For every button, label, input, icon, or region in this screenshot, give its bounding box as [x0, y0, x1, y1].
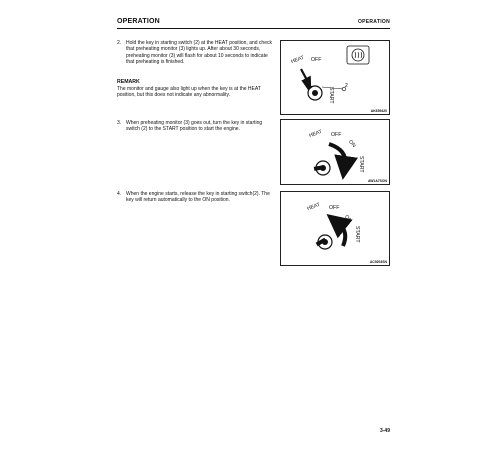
remark-title: REMARK	[117, 79, 140, 85]
figure-switch-return-on	[280, 191, 390, 266]
key-switch-drawing	[316, 224, 346, 249]
step-text: Hold the key in starting switch (2) at the HEAT position, and check that preheating monitor (3) lights up. After about 30 seconds, preheating monitor (3) will flash for about 10 seconds to indicate that preheating is finished.	[126, 40, 272, 66]
label-off: OFF	[331, 132, 342, 138]
page-number: 3-49	[379, 428, 390, 434]
figure-switch-start	[280, 119, 390, 185]
label-start: START	[354, 226, 360, 243]
label-off: OFF	[311, 57, 322, 63]
remark-text: The monitor and gauge also light up when the key is at the HEAT position, but this does not indicate any abnormality.	[117, 86, 261, 99]
switch-heat-illustration	[281, 41, 389, 114]
label-off: OFF	[329, 205, 340, 211]
key-switch-drawing	[314, 144, 345, 175]
label-heat: HEAT	[308, 128, 324, 140]
label-heat: HEAT	[306, 201, 322, 213]
step-2	[117, 40, 277, 66]
label-heat: HEAT	[290, 54, 306, 66]
section-title-left: OPERATION	[117, 18, 160, 25]
key-switch-drawing	[301, 69, 348, 100]
step-3	[117, 120, 277, 133]
figure-switch-heat	[280, 40, 390, 115]
step-4	[117, 191, 277, 204]
switch-start-illustration	[281, 120, 389, 184]
label-on: ON	[347, 139, 357, 149]
figure-code: AC9203SN	[369, 260, 387, 264]
figure-code: AW1A7SON	[367, 179, 387, 183]
header-rule	[117, 28, 390, 29]
step-text: When the engine starts, release the key in starting switch(2). The key will return automatically to the ON position.	[126, 191, 270, 204]
switch-return-illustration	[281, 192, 389, 265]
step-number: 3.	[117, 120, 122, 126]
step-text: When preheating monitor (3) goes out, turn the key in starting switch (2) to the START position to start the engine.	[126, 120, 263, 133]
svg-text:2: 2	[345, 83, 348, 89]
preheat-monitor-icon	[347, 46, 369, 64]
label-on: ON	[343, 214, 353, 224]
step-number: 2.	[117, 40, 122, 46]
figure-code: AK659420	[370, 109, 387, 113]
label-start: START	[328, 87, 334, 104]
label-start: START	[358, 156, 364, 173]
section-title-right: OPERATION	[357, 19, 390, 25]
step-number: 4.	[117, 191, 122, 197]
